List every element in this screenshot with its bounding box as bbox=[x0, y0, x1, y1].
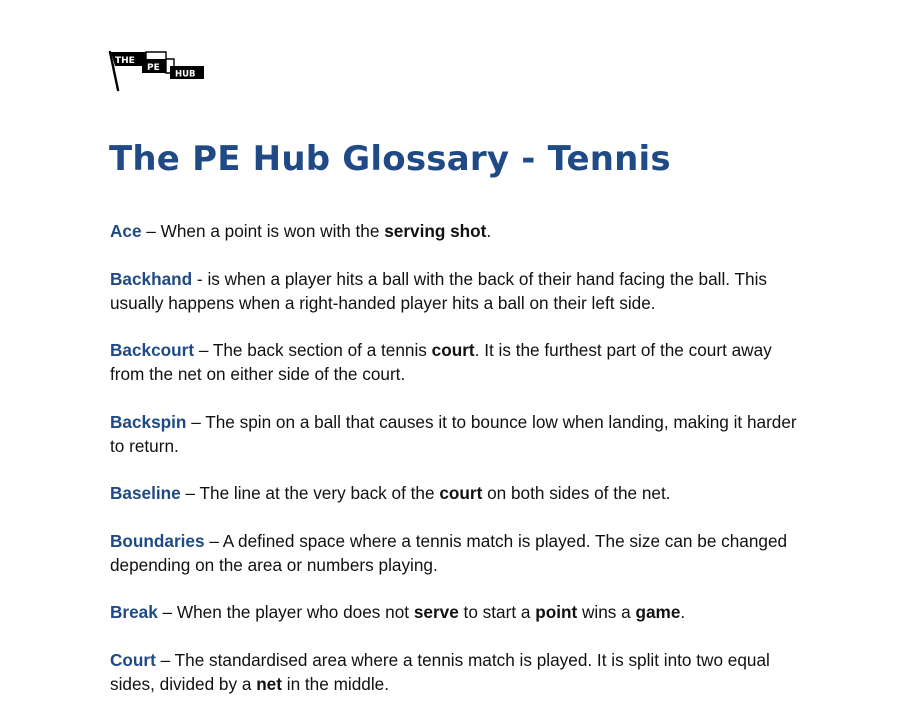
term-separator: – bbox=[141, 221, 161, 241]
glossary-term: Break bbox=[110, 602, 158, 622]
glossary-keyword: serving shot bbox=[384, 221, 487, 241]
glossary-keyword: game bbox=[635, 602, 681, 622]
glossary-term: Backspin bbox=[110, 412, 187, 432]
definition-text: on both sides of the net. bbox=[482, 483, 671, 503]
glossary-entry bbox=[110, 267, 810, 315]
definition-text: The line at the very back of the bbox=[199, 483, 440, 503]
glossary-keyword: serve bbox=[413, 602, 459, 622]
definition-text: . bbox=[486, 221, 492, 241]
definition-text: The spin on a ball that causes it to bounce low when landing, making it harder to return. bbox=[110, 412, 797, 456]
definition-text: . It is the furthest part of the court away from the net on either side of the court. bbox=[110, 340, 772, 384]
definition-text: to start a bbox=[458, 602, 536, 622]
glossary-entry bbox=[110, 338, 810, 386]
term-separator: – bbox=[157, 602, 177, 622]
term-separator: – bbox=[155, 650, 175, 670]
definition-text: The standardised area where a tennis match is played. It is split into two equal sides, divided by a bbox=[110, 650, 770, 694]
logo-word-the: THE bbox=[115, 56, 135, 66]
logo-word-hub: HUB bbox=[175, 69, 196, 80]
page-title: The PE Hub Glossary - Tennis bbox=[109, 139, 671, 179]
definition-text: When a point is won with the bbox=[160, 221, 385, 241]
glossary-entry bbox=[110, 410, 810, 458]
glossary-keyword: point bbox=[535, 602, 578, 622]
the-pe-hub-logo bbox=[108, 50, 208, 92]
term-separator: – bbox=[186, 412, 206, 432]
glossary-keyword: net bbox=[256, 674, 282, 694]
glossary-entry bbox=[110, 600, 810, 624]
definition-text: wins a bbox=[577, 602, 636, 622]
glossary-keyword: court bbox=[431, 340, 475, 360]
glossary-term: Court bbox=[110, 650, 156, 670]
glossary-entry bbox=[110, 481, 810, 505]
definition-text: When the player who does not bbox=[176, 602, 414, 622]
glossary-term: Backcourt bbox=[110, 340, 195, 360]
term-separator: – bbox=[194, 340, 213, 360]
definition-text: The back section of a tennis bbox=[212, 340, 432, 360]
glossary-entry bbox=[110, 648, 810, 696]
logo-word-pe: PE bbox=[147, 63, 160, 73]
definition-text: is when a player hits a ball with the back of their hand facing the ball. This usually happens when a right-handed player hits a ball on their left side. bbox=[110, 269, 767, 313]
term-separator: – bbox=[204, 531, 223, 551]
term-separator: – bbox=[180, 483, 200, 503]
definition-text: in the middle. bbox=[281, 674, 389, 694]
glossary-keyword: court bbox=[439, 483, 483, 503]
glossary-entry bbox=[110, 219, 810, 243]
definition-text: A defined space where a tennis match is played. The size can be changed depending on the area or numbers playing. bbox=[110, 531, 788, 575]
glossary-term: Boundaries bbox=[110, 531, 205, 551]
definition-text: . bbox=[680, 602, 686, 622]
glossary-term: Backhand bbox=[110, 269, 193, 289]
glossary-term: Baseline bbox=[110, 483, 181, 503]
term-separator: - bbox=[192, 269, 208, 289]
glossary-term: Ace bbox=[110, 221, 142, 241]
glossary-entry bbox=[110, 529, 810, 577]
